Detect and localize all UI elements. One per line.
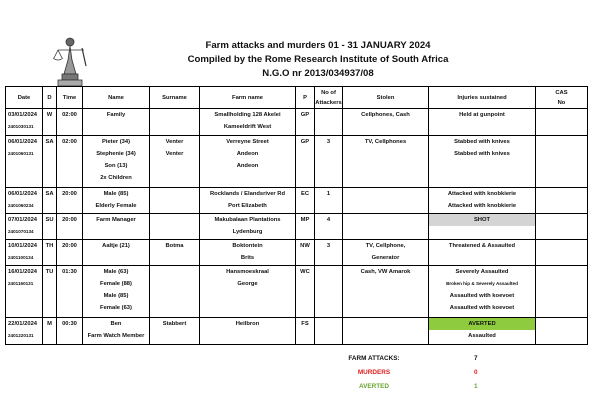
farm-line: Lydenburg	[232, 229, 263, 235]
injuries-cell	[429, 318, 536, 345]
province-cell: GP	[296, 136, 315, 188]
table-row	[6, 240, 588, 266]
cas-cell	[536, 318, 588, 345]
injury-line: Assaulted with koevoet	[449, 293, 515, 299]
summary-murders	[326, 366, 506, 380]
injury-line: Broken hip & Severely Assaulted	[446, 281, 518, 286]
day-cell: TH	[43, 240, 57, 266]
farm-line: Verreyne Street	[226, 139, 269, 145]
name-line: Ben	[110, 321, 122, 327]
province-cell: NW	[296, 240, 315, 266]
table-row	[6, 214, 588, 240]
date-line: 03/01/2024	[8, 112, 38, 118]
farm-line: George	[237, 281, 258, 287]
time-cell: 20:00	[57, 188, 83, 214]
stolen-cell	[343, 136, 429, 188]
averted-label: AVERTED	[358, 383, 390, 390]
attackers-header-line1: No of	[321, 89, 336, 96]
name-cell	[83, 318, 150, 345]
date-line: 07/01/2024	[8, 217, 38, 223]
date-line: 2401100134	[8, 255, 34, 260]
time-cell: 02:00	[57, 136, 83, 188]
surname-line: Stabbert	[162, 321, 187, 327]
col-header-time: Time	[57, 87, 83, 109]
name-cell	[83, 188, 150, 214]
name-line: Male (85)	[103, 293, 129, 299]
date-line: 2401060234	[8, 203, 34, 208]
stolen-cell	[343, 240, 429, 266]
murders-label: MURDERS	[357, 369, 391, 376]
date-cell	[6, 266, 43, 318]
time-cell: 02:00	[57, 109, 83, 136]
col-header-cas	[536, 87, 588, 109]
attackers-cell: 4	[315, 214, 343, 240]
farm-line: Makubalaan Plantations	[214, 217, 281, 223]
stolen-line: Generator	[371, 255, 400, 261]
name-line: 2x Children	[100, 175, 132, 181]
compiled-by-line: Compiled by the Rome Research Institute of South Africa	[187, 54, 449, 65]
time-cell: 00:30	[57, 318, 83, 345]
attackers-cell: 3	[315, 136, 343, 188]
attackers-cell: 3	[315, 240, 343, 266]
farm-cell	[200, 136, 296, 188]
date-cell	[6, 109, 43, 136]
province-cell: GP	[296, 109, 315, 136]
table-row	[6, 188, 588, 214]
time-cell: 20:00	[57, 214, 83, 240]
surname-cell	[150, 109, 200, 136]
date-line: 16/01/2024	[8, 269, 38, 275]
stolen-line: Cash, VW Amarok	[360, 269, 411, 275]
col-header-injuries: Injuries sustained	[429, 87, 536, 109]
surname-cell	[150, 266, 200, 318]
date-cell	[6, 188, 43, 214]
cas-cell	[536, 214, 588, 240]
day-cell: SU	[43, 214, 57, 240]
injuries-cell	[429, 109, 536, 136]
name-line: Stephenie (34)	[96, 151, 136, 157]
name-cell	[83, 109, 150, 136]
name-cell	[83, 266, 150, 318]
cas-cell	[536, 136, 588, 188]
farm-line: Andeon	[236, 151, 259, 157]
attacks-value: 7	[474, 355, 478, 362]
date-cell	[6, 136, 43, 188]
name-line: Farm Manager	[96, 217, 136, 223]
date-line: 10/01/2024	[8, 243, 38, 249]
day-cell: W	[43, 109, 57, 136]
incident-table	[5, 86, 588, 345]
cas-header-line1: CAS	[555, 89, 568, 96]
name-line: Son (13)	[104, 163, 128, 169]
cas-cell	[536, 188, 588, 214]
date-line: 2401060131	[8, 151, 34, 156]
name-cell	[83, 240, 150, 266]
name-note: Farm Watch Member	[87, 333, 145, 339]
injury-line: Threatened & Assaulted	[448, 243, 516, 249]
col-header-day: D	[43, 87, 57, 109]
document-title: Farm attacks and murders 01 - 31 JANUARY 2024	[205, 40, 431, 51]
farm-line: Boktontein	[232, 243, 263, 249]
cas-header-line2: No	[557, 99, 566, 106]
province-cell: MP	[296, 214, 315, 240]
attackers-cell	[315, 109, 343, 136]
farm-line: Heilbron	[235, 321, 260, 327]
farm-cell	[200, 214, 296, 240]
stolen-line: Cellphones, Cash	[361, 112, 410, 118]
col-header-farm-name: Farm name	[200, 87, 296, 109]
date-line: 2401220131	[8, 333, 34, 338]
province-cell: FS	[296, 318, 315, 345]
injuries-cell	[429, 266, 536, 318]
province-cell: EC	[296, 188, 315, 214]
attackers-header-line2: Attackers	[315, 99, 342, 106]
surname-cell	[150, 136, 200, 188]
farm-cell	[200, 318, 296, 345]
time-cell: 20:00	[57, 240, 83, 266]
stolen-cell	[343, 318, 429, 345]
document-header	[150, 39, 486, 81]
injuries-cell	[429, 240, 536, 266]
surname-cell	[150, 188, 200, 214]
injury-line: Severely Assaulted	[455, 269, 509, 275]
stolen-line: TV, Cellphones	[364, 139, 407, 145]
stolen-cell	[343, 214, 429, 240]
date-line: 2401070134	[8, 229, 34, 234]
stolen-line: TV, Cellphone,	[365, 243, 406, 249]
injuries-cell	[429, 214, 536, 240]
surname-cell	[150, 214, 200, 240]
stolen-cell	[343, 109, 429, 136]
cas-cell	[536, 109, 588, 136]
name-line: Female (88)	[100, 281, 132, 287]
farm-line: Hansmoeskraal	[226, 269, 269, 275]
injuries-cell	[429, 136, 536, 188]
injury-line: Attacked with knobkierie	[447, 203, 517, 209]
day-cell: TU	[43, 266, 57, 318]
attacks-label: FARM ATTACKS:	[348, 355, 400, 362]
ngo-number: N.G.O nr 2013/034937/08	[262, 68, 374, 79]
day-cell: M	[43, 318, 57, 345]
time-cell: 01:30	[57, 266, 83, 318]
cas-cell	[536, 266, 588, 318]
day-cell: SA	[43, 188, 57, 214]
table-row	[6, 266, 588, 318]
attackers-cell	[315, 318, 343, 345]
summary-averted	[326, 380, 506, 394]
farm-cell	[200, 109, 296, 136]
name-cell	[83, 214, 150, 240]
name-line: Female (63)	[100, 305, 132, 311]
name-cell	[83, 136, 150, 188]
table-row	[6, 136, 588, 188]
injury-line: SHOT	[429, 214, 535, 226]
cas-cell	[536, 240, 588, 266]
injury-line: Attacked with knobkierie	[447, 191, 517, 197]
date-line: 2401160131	[8, 281, 34, 286]
farm-line: Kameeldrift West	[223, 124, 272, 130]
attackers-cell	[315, 266, 343, 318]
table-header-row	[6, 87, 588, 109]
farm-line: Smallholding 128 Akelei	[214, 112, 281, 118]
injuries-cell	[429, 188, 536, 214]
date-line: 06/01/2024	[8, 191, 38, 197]
col-header-attackers	[315, 87, 343, 109]
attackers-cell: 1	[315, 188, 343, 214]
summary-attacks	[326, 352, 506, 366]
farm-cell	[200, 188, 296, 214]
surname-line: Botma	[165, 243, 184, 249]
injury-line: Stabbed with knives	[454, 139, 510, 145]
name-line: Aaltje (21)	[102, 243, 130, 249]
date-line: 22/01/2024	[8, 321, 38, 327]
name-line: Male (85)	[103, 191, 129, 197]
farm-cell	[200, 266, 296, 318]
injury-line: AVERTED	[429, 318, 535, 330]
date-cell	[6, 240, 43, 266]
col-header-date: Date	[6, 87, 43, 109]
blind-justice-statue-icon	[48, 34, 92, 88]
farm-line: Port Elizabeth	[228, 203, 267, 209]
farm-cell	[200, 240, 296, 266]
name-line: Pieter (34)	[101, 139, 131, 145]
col-header-province: P	[296, 87, 315, 109]
name-line: Family	[106, 112, 126, 118]
averted-value: 1	[474, 383, 478, 390]
surname-line: Venter	[165, 151, 184, 157]
farm-line: Andeon	[236, 163, 259, 169]
province-cell: WC	[296, 266, 315, 318]
injury-line: Assaulted with koevoet	[449, 305, 515, 311]
surname-cell	[150, 240, 200, 266]
summary-block	[326, 352, 506, 394]
name-line: Male (63)	[103, 269, 129, 275]
date-line: 2401030131	[8, 124, 34, 129]
day-cell: SA	[43, 136, 57, 188]
date-line: 06/01/2024	[8, 139, 38, 145]
date-cell	[6, 214, 43, 240]
table-row	[6, 318, 588, 345]
table-row	[6, 109, 588, 136]
surname-cell	[150, 318, 200, 345]
farm-line: Brits	[240, 255, 255, 261]
name-line: Elderly Female	[95, 203, 137, 209]
injury-line: Held at gunpoint	[459, 112, 505, 118]
injury-line: Assaulted	[468, 333, 496, 339]
stolen-cell	[343, 266, 429, 318]
injury-line: Stabbed with knives	[454, 151, 510, 157]
murders-value: 0	[474, 369, 478, 376]
col-header-name: Name	[83, 87, 150, 109]
date-cell	[6, 318, 43, 345]
surname-line: Venter	[165, 139, 184, 145]
stolen-cell	[343, 188, 429, 214]
farm-line: Rocklands / Elandsriver Rd	[209, 191, 286, 197]
col-header-stolen: Stolen	[343, 87, 429, 109]
col-header-surname: Surname	[150, 87, 200, 109]
